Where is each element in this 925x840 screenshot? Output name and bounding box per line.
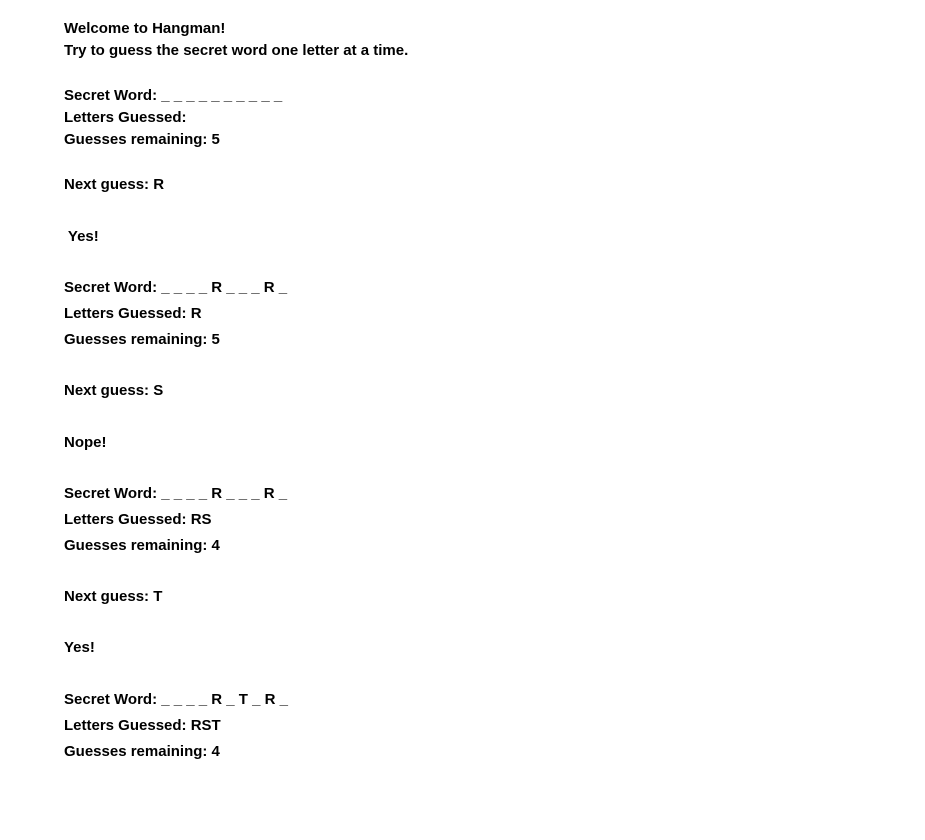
next-guess-line: Next guess: T <box>64 588 163 605</box>
secret-word-line: Secret Word: _ _ _ _ R _ _ _ R _ <box>64 485 288 502</box>
secret-word-line: Secret Word: _ _ _ _ R _ T _ R _ <box>64 691 288 708</box>
hangman-transcript <box>64 0 904 840</box>
instructions-line: Try to guess the secret word one letter at a time. <box>64 42 409 59</box>
guesses-remaining-line: Guesses remaining: 5 <box>64 331 220 348</box>
guess-result-line: Nope! <box>64 434 107 451</box>
guesses-remaining-line: Guesses remaining: 5 <box>64 131 220 148</box>
guesses-remaining-line: Guesses remaining: 4 <box>64 537 220 554</box>
guess-result-line: Yes! <box>64 639 95 656</box>
guesses-remaining-line: Guesses remaining: 4 <box>64 743 220 760</box>
letters-guessed-line: Letters Guessed: RS <box>64 511 212 528</box>
letters-guessed-line: Letters Guessed: R <box>64 305 202 322</box>
secret-word-line: Secret Word: _ _ _ _ R _ _ _ R _ <box>64 279 288 296</box>
guess-result-line: Yes! <box>64 228 99 245</box>
next-guess-line: Next guess: R <box>64 176 165 193</box>
welcome-title: Welcome to Hangman! <box>64 20 226 37</box>
letters-guessed-line: Letters Guessed: <box>64 109 187 126</box>
secret-word-line: Secret Word: _ _ _ _ _ _ _ _ _ _ <box>64 87 283 104</box>
next-guess-line: Next guess: S <box>64 382 164 399</box>
letters-guessed-line: Letters Guessed: RST <box>64 717 221 734</box>
